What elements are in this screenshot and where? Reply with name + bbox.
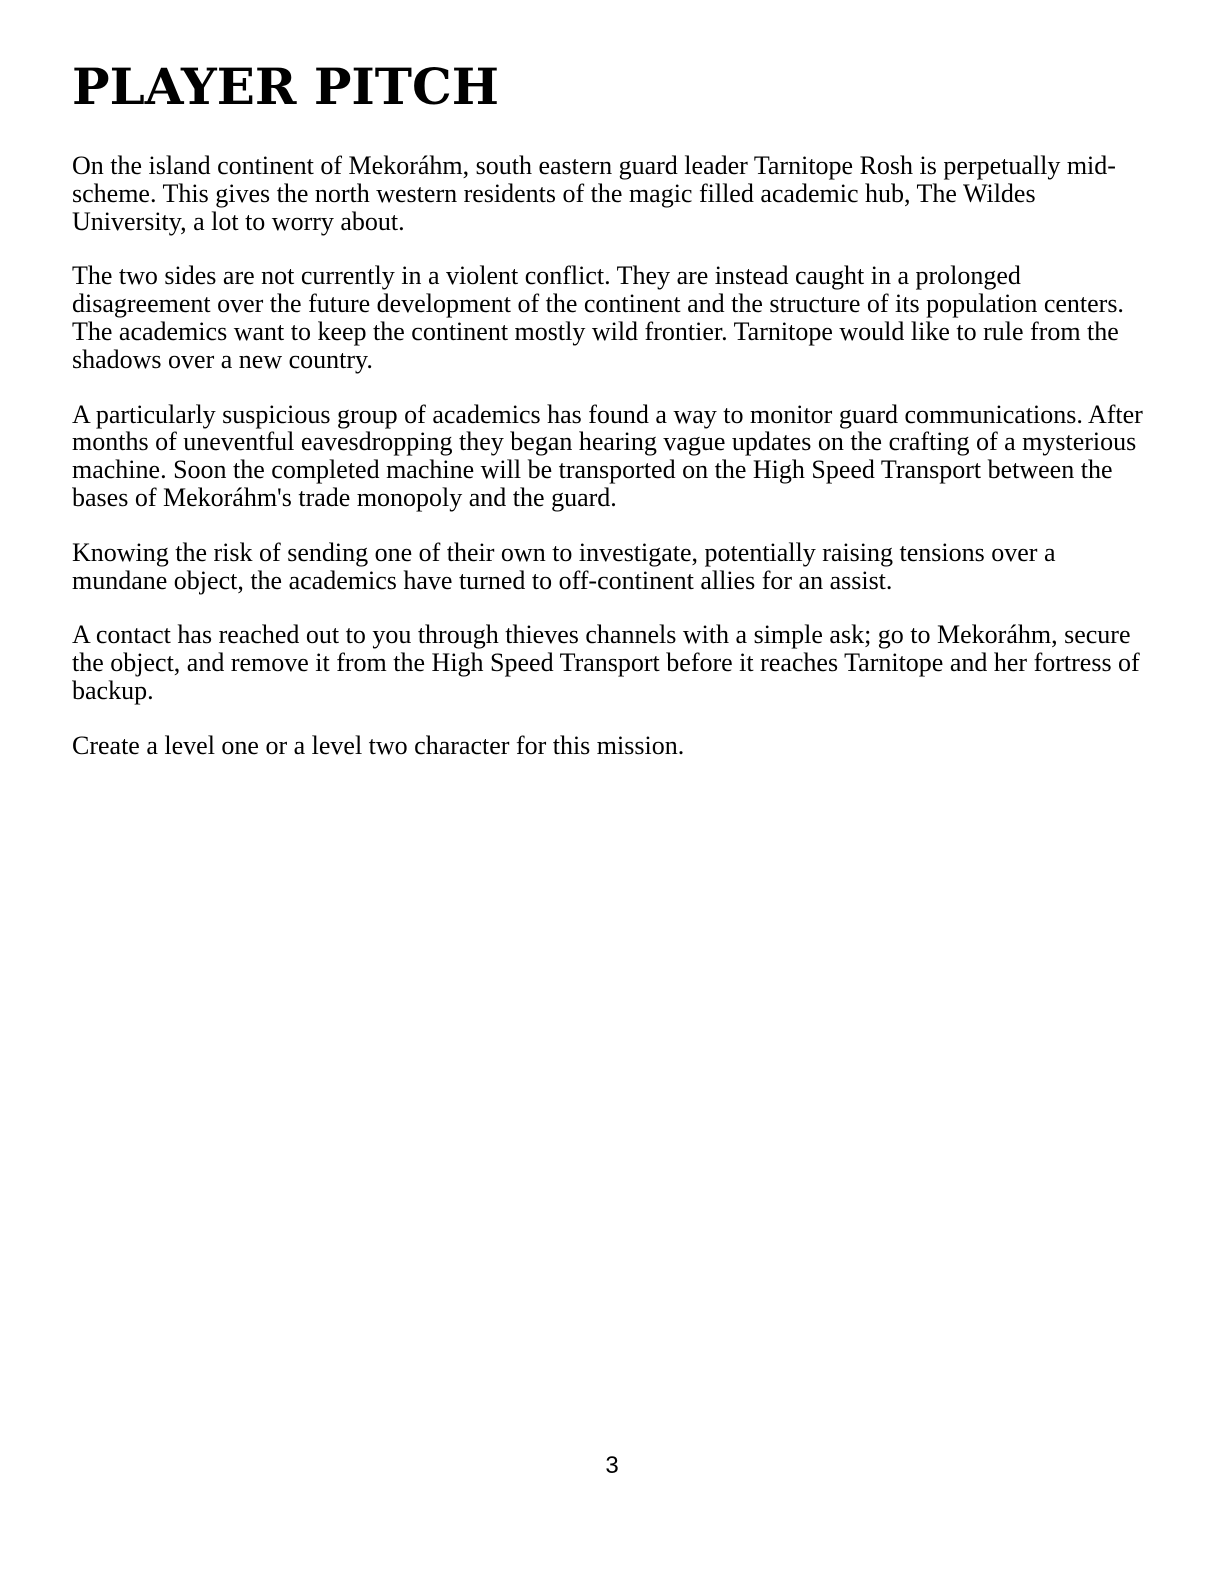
- page-title: PLAYER PITCH: [72, 57, 500, 116]
- paragraph-6: Create a level one or a level two character for this mission.: [72, 730, 685, 760]
- paragraph-2: The two sides are not currently in a violent conflict. They are instead caught in a prolonged disagreement over the future development of the continent and the structure of its population centers. The academics want to keep the continent mostly wild frontier. Tarnitope would like to rule from the shadows over a new country.: [72, 261, 1124, 374]
- paragraph-5: A contact has reached out to you through thieves channels with a simple ask; go to Mekoráhm, secure the object, and remove it from the High Speed Transport before it reaches Tarnitope and her fortress of backup.: [72, 620, 1140, 705]
- body-text: [72, 152, 1152, 787]
- paragraph-1: On the island continent of Mekoráhm, south eastern guard leader Tarnitope Rosh is perpetually mid-scheme. This gives the north western residents of the magic filled academic hub, The Wildes University, a lot to worry about.: [72, 151, 1116, 236]
- page-number: 3: [605, 1452, 619, 1479]
- paragraph-3: A particularly suspicious group of academics has found a way to monitor guard communications. After months of uneventful eavesdropping they began hearing vague updates on the crafting of a mysterious machine. Soon the completed machine will be transported on the High Speed Transport between the bases of Mekoráhm's trade monopoly and the guard.: [72, 399, 1143, 512]
- paragraph-4: Knowing the risk of sending one of their own to investigate, potentially raising tensions over a mundane object, the academics have turned to off-continent allies for an assist.: [72, 537, 1056, 595]
